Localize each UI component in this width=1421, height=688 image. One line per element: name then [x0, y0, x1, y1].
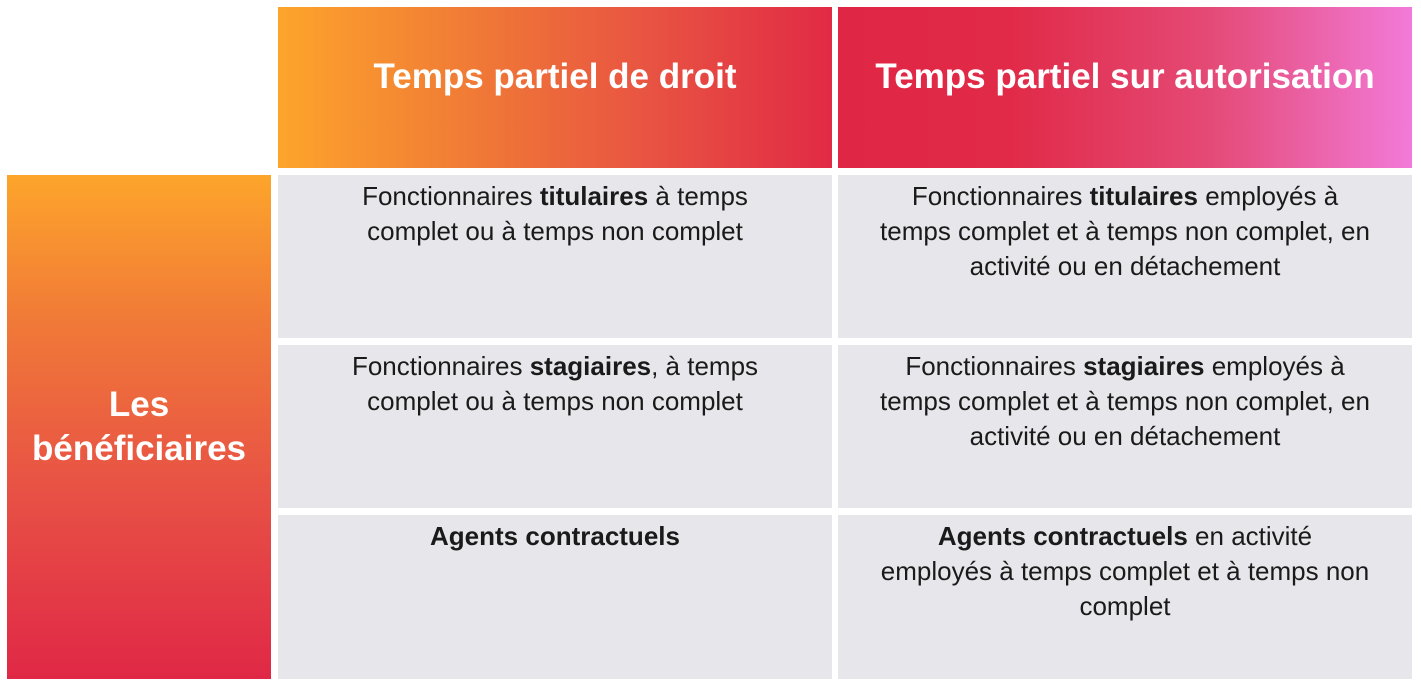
bold-text: stagiaires: [1083, 351, 1205, 381]
cell-titulaires-autorisation: [838, 175, 1412, 338]
text: , à temps: [651, 351, 759, 381]
cell-stagiaires-autorisation: [838, 345, 1412, 508]
text: en activité: [1187, 521, 1313, 551]
text: Fonctionnaires: [911, 181, 1090, 211]
row-header-line: bénéficiaires: [32, 429, 246, 468]
cell-line: [838, 179, 1412, 214]
header-temps-partiel-sur-autorisation: [838, 7, 1412, 168]
row-header-beneficiaires: [7, 175, 271, 679]
cell-line: complet ou à temps non complet: [367, 386, 743, 416]
cell-line: activité ou en détachement: [969, 251, 1281, 281]
text: à temps: [648, 181, 748, 211]
cell-stagiaires-droit: [278, 345, 832, 508]
bold-text: Agents contractuels: [937, 521, 1188, 551]
row-header-line: Les: [108, 385, 170, 424]
cell-line: employés à temps complet et à temps non: [880, 556, 1370, 586]
text: employés à: [1204, 351, 1345, 381]
cell-line: activité ou en détachement: [969, 421, 1281, 451]
text: employés à: [1197, 181, 1339, 211]
cell-line: [278, 349, 832, 384]
header-label: Temps partiel sur autorisation: [875, 56, 1375, 96]
text: Fonctionnaires: [905, 351, 1084, 381]
cell-line: [278, 179, 832, 214]
header-label: Temps partiel de droit: [373, 56, 737, 96]
cell-line: temps complet et à temps non complet, en: [880, 216, 1370, 246]
cell-titulaires-droit: [278, 175, 832, 338]
cell-line: [838, 519, 1412, 554]
cell-contractuels-autorisation: [838, 515, 1412, 679]
bold-text: stagiaires: [529, 351, 652, 381]
text: Fonctionnaires: [351, 351, 530, 381]
cell-contractuels-droit: [278, 515, 832, 679]
bold-text: titulaires: [539, 181, 649, 211]
cell-line: complet ou à temps non complet: [367, 216, 743, 246]
cell-line: temps complet et à temps non complet, en: [880, 386, 1370, 416]
header-temps-partiel-de-droit: [278, 7, 832, 168]
bold-text: Agents contractuels: [430, 521, 680, 551]
cell-line: [278, 519, 832, 554]
cell-line: [838, 349, 1412, 384]
cell-line: complet: [1079, 591, 1171, 621]
bold-text: titulaires: [1089, 181, 1198, 211]
text: Fonctionnaires: [362, 181, 540, 211]
